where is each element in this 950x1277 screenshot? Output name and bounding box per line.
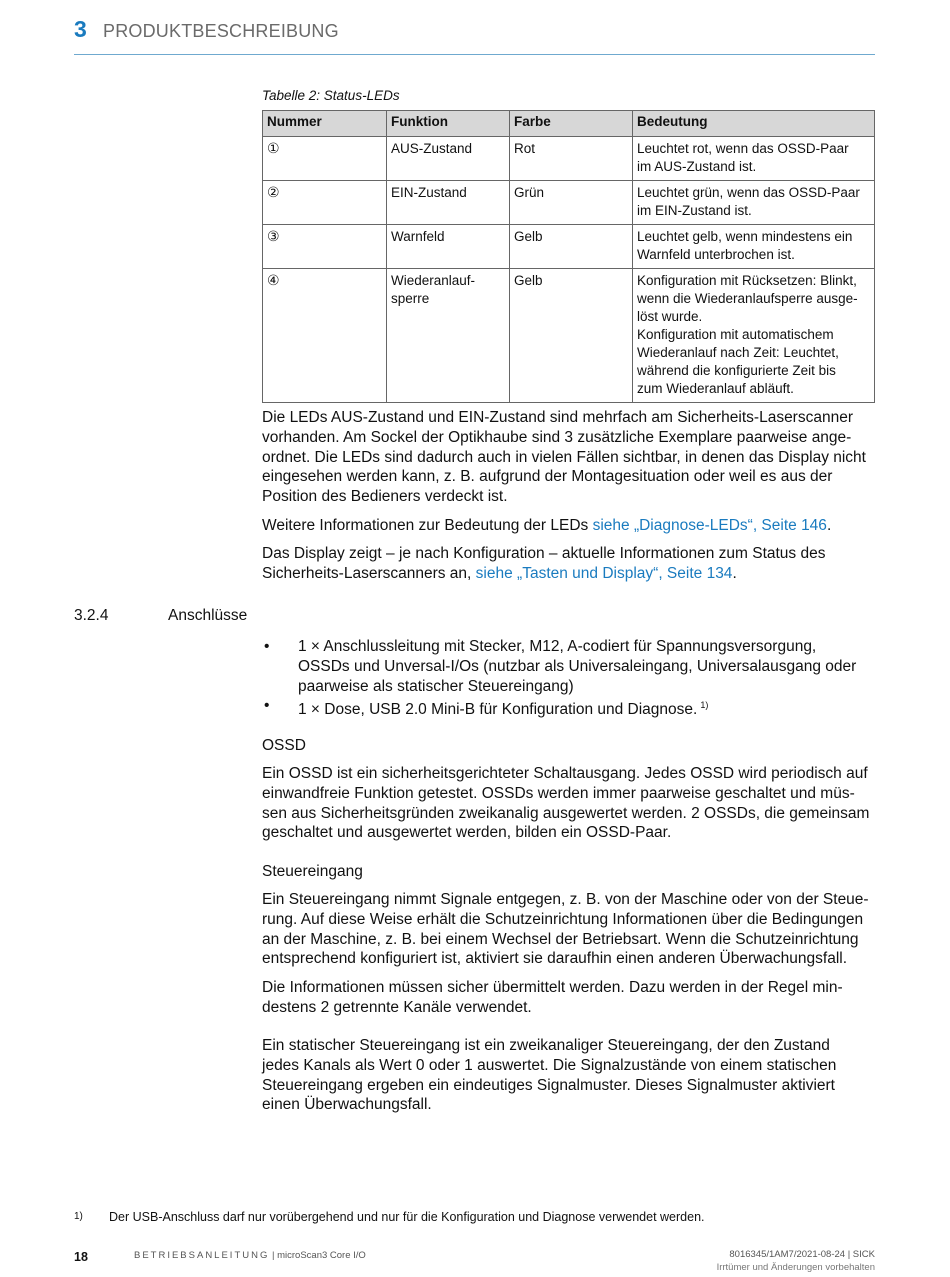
table-caption: Tabelle 2: Status-LEDs [262,88,400,103]
ossd-paragraph: Ein OSSD ist ein sicherheitsgerichteter Schaltausgang. Jedes OSSD wird periodisch auf einwandfreie Funktion getestet. OSSDs werden immer paarweise geschaltet und müs- sen aus Sicherheitsgründen zweikanalig ausgewertet werden. 2 OSSDs, die gemeinsam geschaltet und ausgewertet werden, bilden ein OSSD-Paar. [262,765,870,842]
led-meaning: Leuchtet grün, wenn das OSSD-Paar im EIN-Zustand ist. [633,181,875,225]
section-number: 3.2.4 [74,607,109,624]
list-item: • 1 × Anschlussleitung mit Stecker, M12, A-codiert für Spannungsversorgung, OSSDs und Unversal-I/Os (nutzbar als Universaleingang, Universalausgang oder paarweise als statischer Steuereingang) [264,638,857,695]
steuereingang-heading: Steuereingang [262,863,363,880]
bullet-glyph: • [264,638,270,655]
led-color: Grün [510,181,633,225]
table-row [263,269,875,403]
section-title: Anschlüsse [168,607,248,624]
status-led-table [262,110,875,403]
column-header-bedeutung: Bedeutung [633,111,875,137]
column-header-nummer: Nummer [263,111,387,137]
led-meaning: Leuchtet rot, wenn das OSSD-Paar im AUS-Zustand ist. [633,137,875,181]
led-function: EIN-Zustand [387,181,510,225]
led-color: Gelb [510,225,633,269]
led-function: AUS-Zustand [387,137,510,181]
led-color: Rot [510,137,633,181]
footnote-mark: 1) [74,1211,83,1222]
display-paragraph: Das Display zeigt – je nach Konfiguration – aktuelle Informationen zum Status des Sicherheits-Laserscanners an, siehe „Tasten und Display“, Seite 134. [262,545,826,582]
led-number: ④ [267,273,280,289]
ossd-heading: OSSD [262,737,306,754]
chapter-number: 3 [74,16,87,42]
table-row [263,181,875,225]
leds-paragraph: Die LEDs AUS-Zustand und EIN-Zustand sind mehrfach am Sicherheits-Laserscanner vorhanden. Am Sockel der Optikhaube sind 3 zusätzliche Exemplare paarweise ange- ordnet. Die LEDs sind dadurch auch in vielen Fällen sichtbar, in denen das Display nicht eingesehen werden kann, z. B. aufgrund der Montagesituation oder weil es aus der Position des Bedieners verdeckt ist. [262,409,866,506]
footer-document-title: BETRIEBSANLEITUNG | microScan3 Core I/O [134,1250,366,1261]
table-header-row [263,111,875,137]
column-header-funktion: Funktion [387,111,510,137]
tasten-display-link[interactable]: siehe „Tasten und Display“, Seite 134 [475,564,733,582]
led-function: Warnfeld [387,225,510,269]
connections-list [262,637,875,720]
steuereingang-paragraph-1: Ein Steuereingang nimmt Signale entgegen, z. B. von der Maschine oder von der Steue- rung. Auf diese Weise erhält die Schutzeinrichtung Informationen über die Bedingungen an der Maschine, z. B. bei einem Wechsel der Betriebsart. Wenn die Schutzeinrichtung entsprechend konfiguriert ist, aktiviert sie daraufhin einen anderen Überwachungsfall. [262,891,869,968]
chapter-title: PRODUKTBESCHREIBUNG [103,21,339,41]
more-info-paragraph: Weitere Informationen zur Bedeutung der LEDs siehe „Diagnose-LEDs“, Seite 146. [262,517,832,534]
list-item: • 1 × Dose, USB 2.0 Mini-B für Konfiguration und Diagnose. $^{1)}$ [264,697,709,719]
footer-disclaimer: Irrtümer und Änderungen vorbehalten [716,1262,875,1273]
diagnose-leds-link[interactable]: siehe „Diagnose-LEDs“, Seite 146 [592,517,827,534]
led-number: ③ [267,229,280,245]
led-number: ① [267,141,280,157]
bullet-glyph: • [264,697,270,715]
led-number: ② [267,185,280,201]
led-meaning: Konfiguration mit Rücksetzen: Blinkt, wenn die Wiederanlaufsperre ausge- löst wurde. Konfiguration mit automatischem Wiederanlauf nach Zeit: Leuchtet, während die konfigurierte Zeit bis zum Wiederanlauf abläuft. [633,269,875,403]
led-function: Wiederanlauf- sperre [387,269,510,403]
table-row [263,137,875,181]
page-header [74,16,875,55]
footnote-reference[interactable]: 1) [700,700,709,711]
led-meaning: Leuchtet gelb, wenn mindestens ein Warnfeld unterbrochen ist. [633,225,875,269]
column-header-farbe: Farbe [510,111,633,137]
steuereingang-paragraph-3: Ein statischer Steuereingang ist ein zweikanaliger Steuereingang, der den Zustand jedes Kanals als Wert 0 oder 1 auswertet. Die Signalzustände von einem statischen Steuereingang ergeben ein eindeutiges Signalmuster. Dieses Signalmuster aktiviert einen Überwachungsfall. [262,1037,837,1114]
table-row [263,225,875,269]
steuereingang-paragraph-2: Die Informationen müssen sicher übermittelt werden. Dazu werden in der Regel min- destens 2 getrennte Kanäle verwendet. [262,979,843,1016]
led-color: Gelb [510,269,633,403]
footnote-text: Der USB-Anschluss darf nur vorübergehend und nur für die Konfiguration und Diagnose verwendet werden. [109,1210,705,1224]
page-number: 18 [74,1250,88,1264]
footer-document-reference: 8016345/1AM7/2021-08-24 | SICK [729,1249,875,1260]
